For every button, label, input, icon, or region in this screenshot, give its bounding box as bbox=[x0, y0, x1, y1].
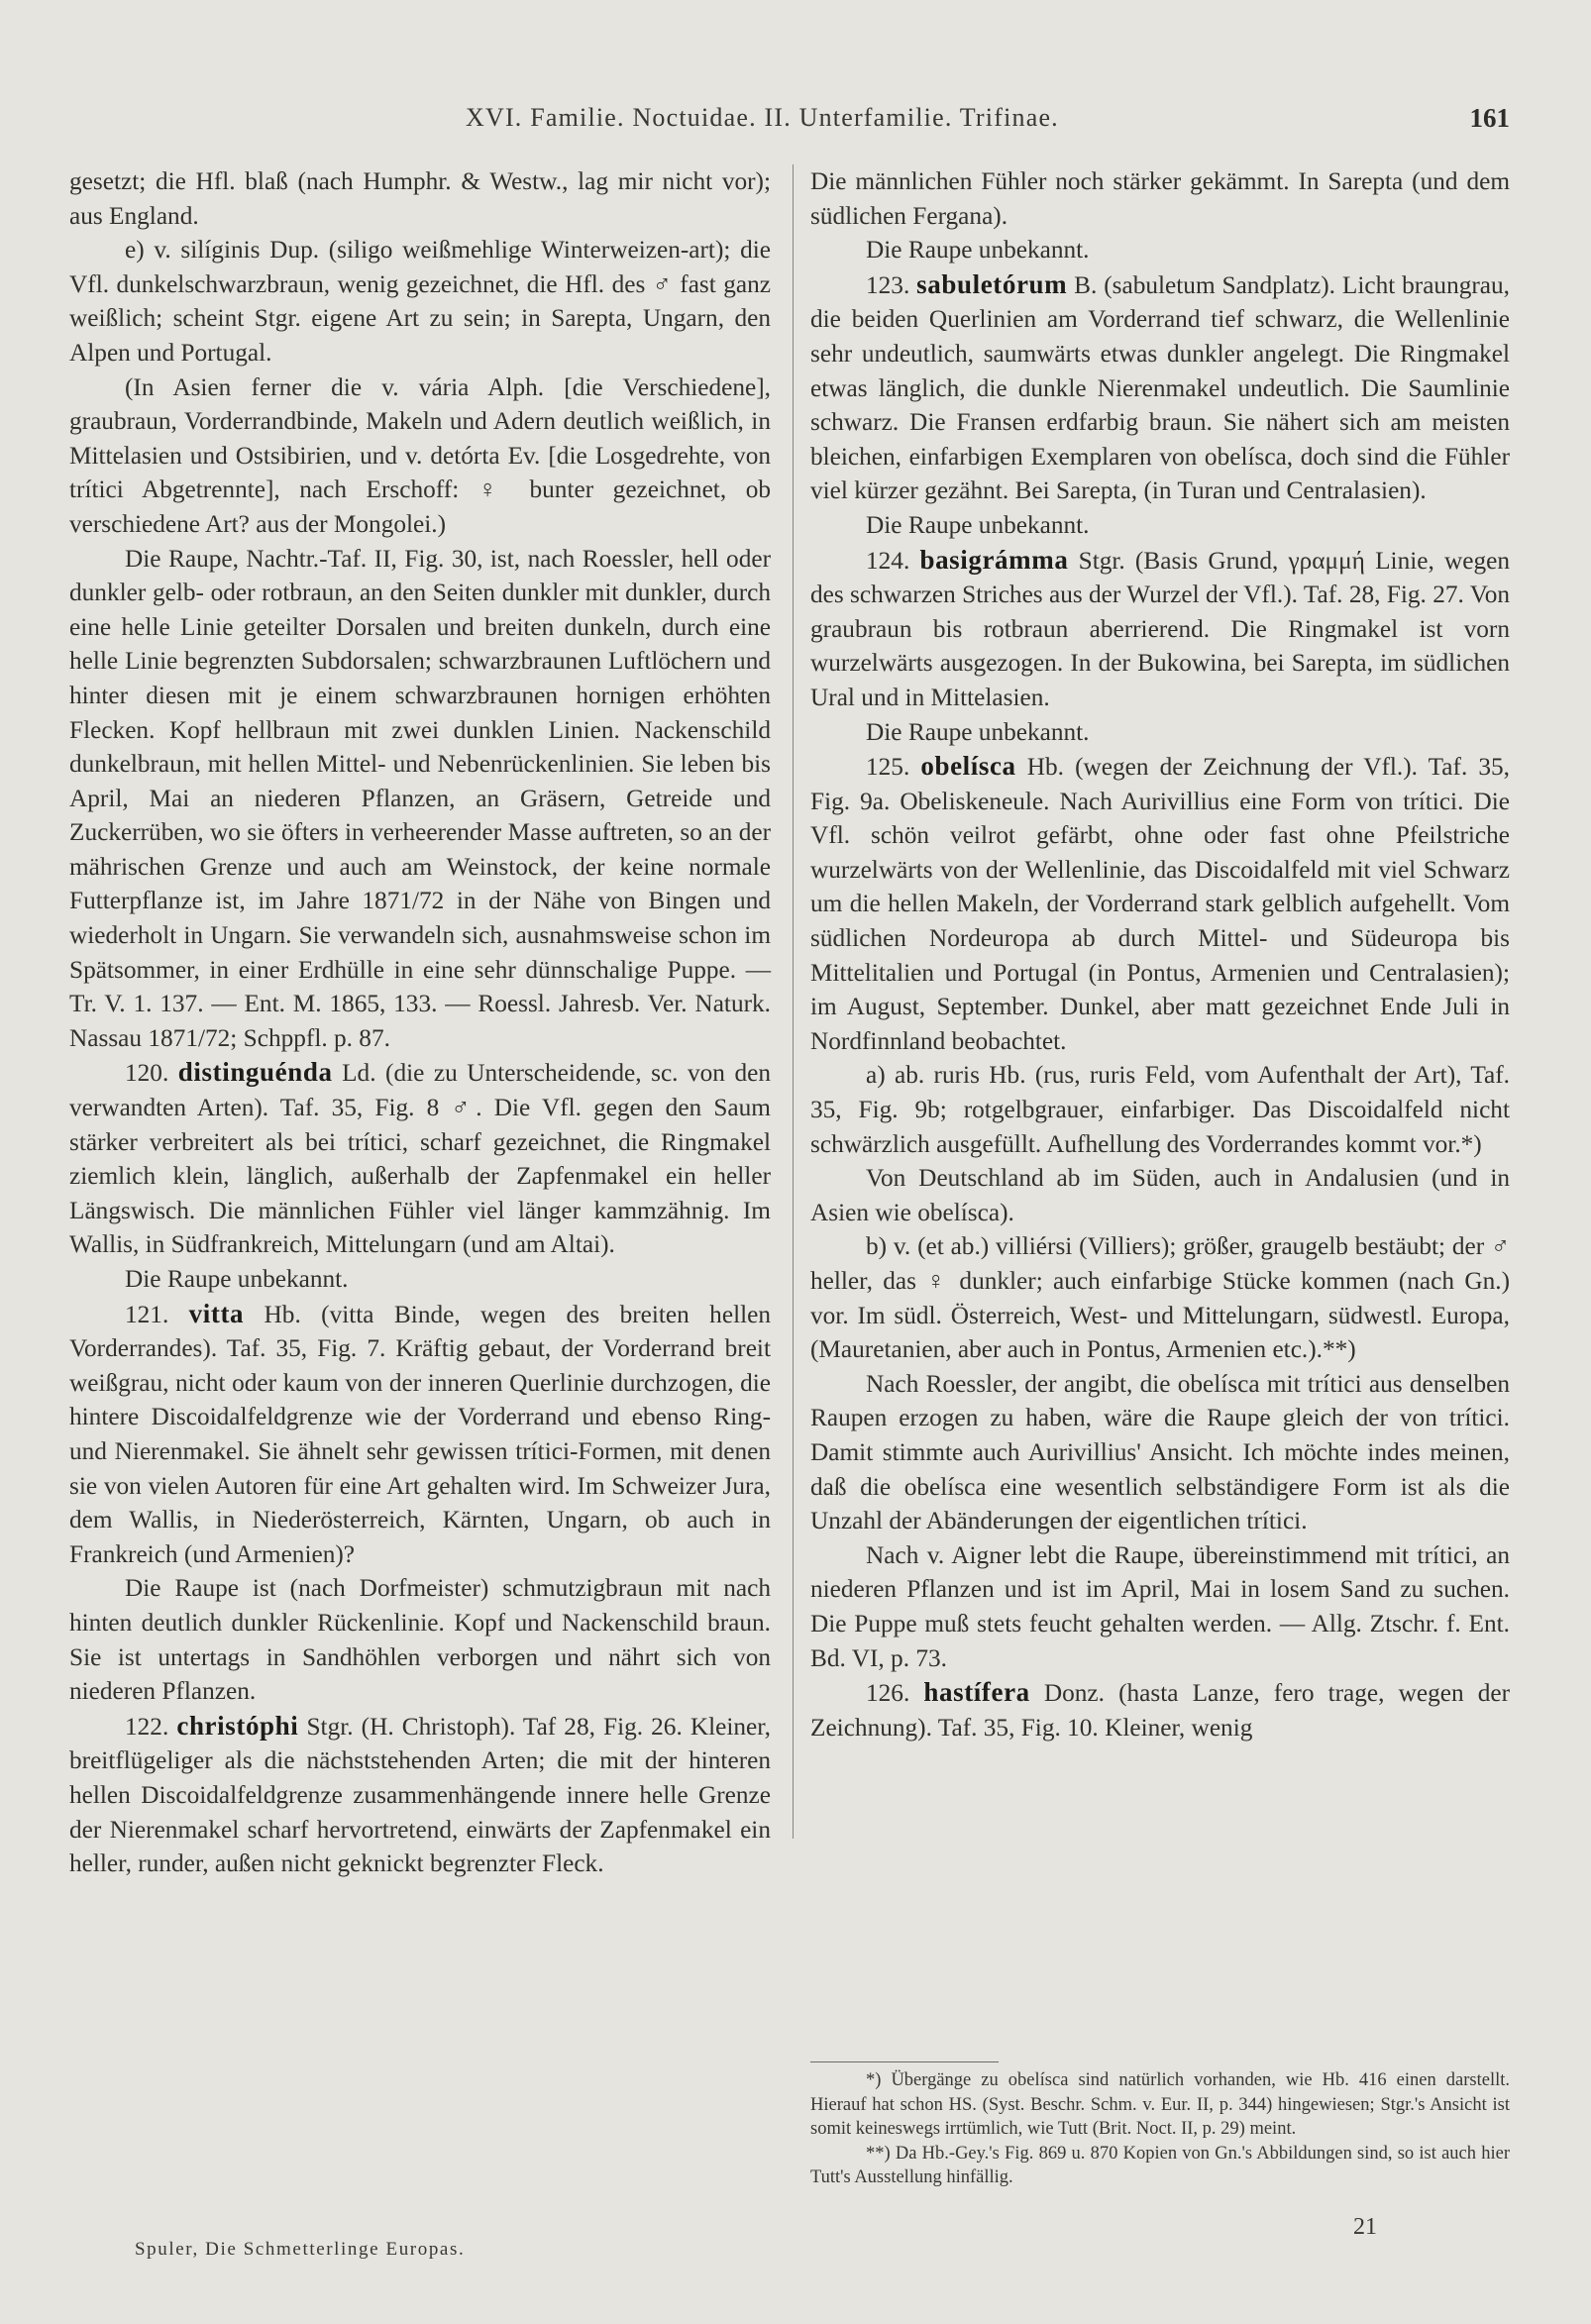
footnotes bbox=[810, 2068, 1510, 2190]
column-divider bbox=[793, 164, 794, 1839]
paragraph: b) v. (et ab.) villiérsi (Villiers); größer, graugelb bestäubt; der ♂ heller, das ♀ dunkler; auch einfarbige Stücke kommen (nach Gn.) vor. Im südl. Österreich, West- und Mittelungarn, südwestl. Europa, (Mauretanien, aber auch in Pontus, Armenien etc.).**) bbox=[810, 1232, 1510, 1364]
right-column bbox=[810, 164, 1510, 1744]
footnote: *) Übergänge zu obelísca sind natürlich vorhanden, wie Hb. 416 einen darstellt. Hierauf hat schon HS. (Syst. Beschr. Schm. v. Eur. II, p. 344) hingewiesen; Stgr.'s Ansicht ist somit keineswegs irrtümlich, wie Tutt (Brit. Noct. II, p. 29) meint. bbox=[810, 2070, 1510, 2139]
paragraph: Die Raupe, Nachtr.-Taf. II, Fig. 30, ist, nach Roessler, hell oder dunkler gelb- oder rotbraun, an den Seiten dunkler mit dunkler, durch eine helle Linie geteilter Dorsalen und breiten dunkeln, durch eine helle Linie begrenzten Subdorsalen; schwarzbraunen Luftlöchern und hinter diesen mit je einem schwarzbraunen hornigen erhöhten Flecken. Kopf hellbraun mit zwei dunklen Linien. Nackenschild dunkelbraun, mit hellen Mittel- und Nebenrückenlinien. Sie leben bis April, Mai an niederen Pflanzen, an Gräsern, Getreide und Zuckerrüben, wo sie öfters in verheerender Masse auftreten, so an der mährischen Grenze und auch am Weinstock, der keine normale Futterpflanze ist, im Jahre 1871/72 in der Nähe von Bingen und wiederholt in Ungarn. Sie verwandeln sich, ausnahmsweise schon im Spätsommer, in einer Erdhülle in eine sehr dünnschalige Puppe. — Tr. V. 1. 137. — Ent. M. 1865, 133. — Roessl. Jahresb. Ver. Naturk. Nassau 1871/72; Schppfl. p. 87. bbox=[69, 544, 771, 1052]
species-entry-122: 122. christóphi Stgr. (H. Christoph). Taf 28, Fig. 26. Kleiner, breitflügeliger als die nächststehenden Arten; die mit der hinteren hellen Discoidalfeldgrenze zusammenhängende innere helle Grenze der Nierenmakel scharf hervortretend, einwärts der Zapfenmakel ein heller, runder, außen nicht geknickt begrenzter Fleck. bbox=[69, 1710, 772, 1878]
left-column bbox=[69, 164, 771, 1881]
signature-mark: 21 bbox=[1353, 2214, 1377, 2240]
paragraph: a) ab. ruris Hb. (rus, ruris Feld, vom Aufenthalt der Art), Taf. 35, Fig. 9b; rotgelbgrauer, einfarbiger. Das Discoidalfeld nicht schwärzlich ausgefüllt. Aufhellung des Vorderrandes kommt vor.*) bbox=[810, 1061, 1510, 1158]
species-entry-120: 120. distinguénda Ld. (die zu Unterscheidende, sc. von den verwandten Arten). Taf. 35, Fig. 8 ♂. Die Vfl. gegen den Saum stärker verbreitert als bei trítici, scharf gezeichnet, die Ringmakel ziemlich klein, länglich, außerhalb der Zapfenmakel ein heller Längswisch. Die männlichen Fühler viel länger kammzähnig. Im Wallis, in Südfrankreich, Mittelungarn (und am Altai). bbox=[69, 1057, 771, 1259]
footnote-rule bbox=[810, 2061, 999, 2062]
footnote: **) Da Hb.-Gey.'s Fig. 869 u. 870 Kopien von Gn.'s Abbildungen sind, so ist auch hier Tutt's Ausstellung hinfällig. bbox=[810, 2143, 1510, 2187]
paragraph: Die Raupe unbekannt. bbox=[866, 236, 1090, 264]
paragraph: Die Raupe unbekannt. bbox=[866, 510, 1090, 539]
paragraph: Von Deutschland ab im Süden, auch in Andalusien (und in Asien wie obelísca). bbox=[810, 1164, 1510, 1226]
paragraph: Nach Roessler, der angibt, die obelísca mit trítici aus denselben Raupen erzogen zu haben, wäre die Raupe gleich der von trítici. Damit stimmte auch Aurivillius' Ansicht. Ich möchte indes meinen, daß die obelísca eine wesentlich selbständigere Form ist als die Unzahl der Abänderungen der eigentlichen trítici. bbox=[810, 1369, 1510, 1535]
species-entry-125: 125. obelísca Hb. (wegen der Zeichnung der Vfl.). Taf. 35, Fig. 9a. Obeliskeneule. Nach Aurivillius eine Form von trítici. Die Vfl. schön veilrot gefärbt, ohne oder fast ohne Pfeilstriche wurzelwärts von der Wellenlinie, das Discoidalfeld mit viel Schwarz um die hellen Makeln, der Vorderrand stark gelblich aufgehellt. Vom südlichen Nordeuropa ab durch Mittel- und Südeuropa bis Mittelitalien und Portugal (in Pontus, Armenien und Centralasien); im August, September. Dunkel, aber matt gezeichnet Ende Juli in Nordfinnland beobachtet. bbox=[810, 751, 1510, 1055]
paragraph: (In Asien ferner die v. vária Alph. [die Verschiedene], graubraun, Vorderrandbinde, Makeln und Adern deutlich weißlich, in Mittelasien und Ostsibirien, und v. detórta Ev. [die Losgedrehte, von trítici Abgetrennte], nach Erschoff: ♀ bunter gezeichnet, ob verschiedene Art? aus der Mongolei.) bbox=[69, 372, 771, 538]
paragraph: Die Raupe unbekannt. bbox=[866, 717, 1090, 746]
paragraph: gesetzt; die Hfl. blaß (nach Humphr. & Westw., lag mir nicht vor); aus England. bbox=[69, 167, 771, 230]
header-title: XVI. Familie. Noctuidae. II. Unterfamilie. Trifinae. bbox=[466, 103, 1059, 132]
running-header bbox=[0, 103, 1591, 143]
species-entry-123: 123. sabuletórum B. (sabuletum Sandplatz). Licht braungrau, die beiden Querlinien am Vorderrand tief schwarz, die Wellenlinie sehr undeutlich, saumwärts etwas dunkler angelegt. Die Ringmakel etwas länglich, die dunkle Nierenmakel undeutlich. Die Saumlinie schwarz. Die Fransen erdfarbig braun. Sie nähert sich am meisten bleichen, einfarbigen Exemplaren von obelísca, doch sind die Fühler viel kürzer gezähnt. Bei Sarepta, (in Turan und Centralasien). bbox=[810, 268, 1511, 505]
book-footer: Spuler, Die Schmetterlinge Europas. bbox=[135, 2239, 466, 2260]
species-entry-121: 121. vitta Hb. (vitta Binde, wegen des breiten hellen Vorderrandes). Taf. 35, Fig. 7. Kräftig gebaut, der Vorderrand breit weißgrau, nicht oder kaum von der inneren Querlinie durchzogen, die hintere Discoidalfeldgrenze wie der Vorderrand und ebenso Ring- und Nierenmakel. Sie ähnelt sehr gewissen trítici-Formen, mit denen sie von vielen Autoren für eine Art gehalten wird. Im Schweizer Jura, dem Wallis, in Niederösterreich, Kärnten, Ungarn, ob auch in Frankreich (und Armenien)? bbox=[69, 1298, 771, 1568]
paragraph: Die Raupe unbekannt. bbox=[125, 1265, 349, 1293]
paragraph: Nach v. Aigner lebt die Raupe, übereinstimmend mit trítici, an niederen Pflanzen und ist im April, Mai in losem Sand zu suchen. Die Puppe muß stets feucht gehalten werden. — Allg. Ztschr. f. Ent. Bd. VI, p. 73. bbox=[810, 1540, 1510, 1672]
paragraph: Die männlichen Fühler noch stärker gekämmt. In Sarepta (und dem südlichen Fergana). bbox=[810, 167, 1510, 230]
species-entry-126: 126. hastífera Donz. (hasta Lanze, fero trage, wegen der Zeichnung). Taf. 35, Fig. 10. Kleiner, wenig bbox=[810, 1677, 1511, 1742]
page-number: 161 bbox=[1469, 103, 1510, 133]
paragraph: Die Raupe ist (nach Dorfmeister) schmutzigbraun mit nach hinten deutlich dunkler Rückenlinie. Kopf und Nackenschild braun. Sie ist untertags in Sandhöhlen verborgen und nährt sich von niederen Pflanzen. bbox=[69, 1574, 771, 1706]
paragraph: e) v. silíginis Dup. (siligo weißmehlige Winterweizen-art); die Vfl. dunkelschwarzbraun, wenig gezeichnet, die Hfl. des ♂ fast ganz weißlich; scheint Stgr. eigene Art zu sein; in Sarepta, Ungarn, den Alpen und Portugal. bbox=[69, 236, 771, 367]
species-entry-124: 124. basigrámma Stgr. (Basis Grund, γραμμή Linie, wegen des schwarzen Striches aus der Wurzel der Vfl.). Taf. 28, Fig. 27. Von graubraun bis rotbraun aberrierend. Die Ringmakel ist vorn wurzelwärts ausgezogen. In der Bukowina, bei Sarepta, im südlichen Ural und in Mittelasien. bbox=[810, 544, 1510, 711]
